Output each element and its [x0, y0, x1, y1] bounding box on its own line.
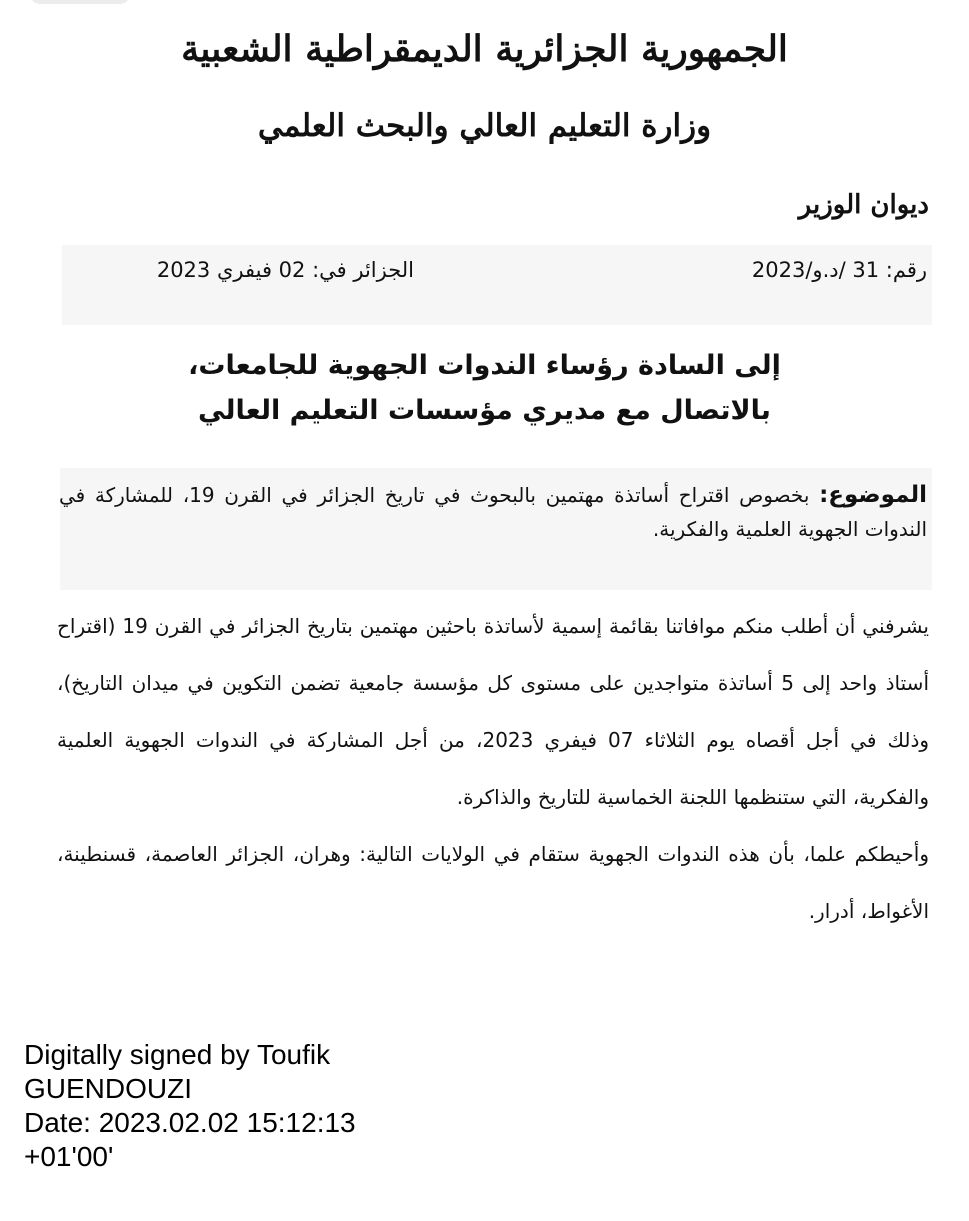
reference-band: [62, 245, 932, 325]
subject-label: الموضوع:: [819, 482, 928, 508]
body-paragraph-1: يشرفني أن أطلب منكم موافاتنا بقائمة إسمية لأساتذة باحثين مهتمين بتاريخ الجزائر في القرن 19 (اقتراح أستاذ واحد إلى 5 أساتذة متواجدين على مستوى كل مؤسسة جامعية تضمن التكوين في ميدان التاريخ)، وذلك في أجل أقصاه يوم الثلاثاء 07 فيفري 2023، من أجل المشاركة في الندوات الجهوية العلمية والفكرية، التي ستنظمها اللجنة الخماسية للتاريخ والذاكرة.: [57, 614, 930, 809]
recipient-line-2: بالاتصال مع مديري مؤسسات التعليم العالي: [198, 395, 771, 426]
signature-date: Date: 2023.02.02 15:12:13: [24, 1107, 356, 1138]
ministry-title: وزارة التعليم العالي والبحث العلمي: [257, 108, 712, 144]
corner-tab-decoration: [30, 0, 130, 4]
recipient-line-1: إلى السادة رؤساء الندوات الجهوية للجامعات،: [188, 350, 781, 381]
subject-text: بخصوص اقتراح أساتذة مهتمين بالبحوث في تاريخ الجزائر في القرن 19، للمشاركة في الندوات الجهوية العلمية والفكرية.: [59, 483, 927, 541]
subject-block: [59, 478, 927, 546]
letter-body: [57, 598, 929, 940]
signature-timezone: +01'00': [24, 1141, 114, 1172]
place-and-date: الجزائر في: 02 فيفري 2023: [156, 258, 414, 282]
reference-number: رقم: 31 /د.و/2023: [751, 258, 927, 282]
signature-line-1: Digitally signed by Toufik: [24, 1039, 331, 1070]
signature-line-2: GUENDOUZI: [24, 1073, 192, 1104]
digital-signature: [24, 1038, 356, 1174]
republic-title: الجمهورية الجزائرية الديمقراطية الشعبية: [181, 28, 788, 70]
office-title: ديوان الوزير: [798, 190, 929, 220]
body-paragraph-2: وأحيطكم علما، بأن هذه الندوات الجهوية ستقام في الولايات التالية: وهران، الجزائر العاصمة، قسنطينة، الأغواط، أدرار.: [57, 842, 929, 923]
